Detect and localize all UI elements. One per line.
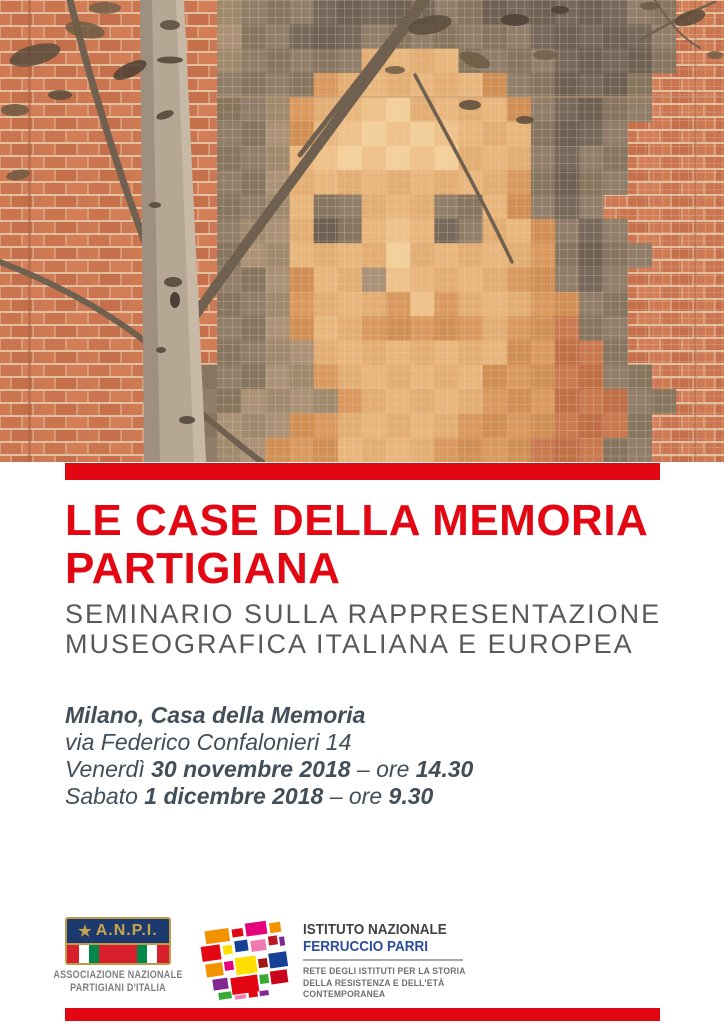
anpi-ribbon-stripe: [157, 945, 169, 965]
parri-mosaic-tile: [205, 962, 224, 977]
parri-mosaic-tile: [250, 939, 266, 952]
date1-separator: – ore: [350, 756, 416, 782]
date2-time: 9.30: [388, 783, 434, 809]
title-line-1: LE CASE DELLA MEMORIA: [65, 496, 649, 545]
date-line-2: [65, 783, 473, 810]
date2-day: Sabato: [65, 783, 145, 809]
parri-mosaic-tile: [231, 928, 243, 937]
date1-date: 30 novembre 2018: [151, 756, 351, 782]
top-red-bar: [65, 463, 660, 480]
parri-heading-line-2: FERRUCCIO PARRI: [303, 938, 429, 955]
parri-mosaic-tile: [269, 922, 281, 933]
date2-date: 1 dicembre 2018: [144, 783, 324, 809]
anpi-caption-line-2: PARTIGIANI D'ITALIA: [70, 981, 166, 994]
anpi-ribbon-stripe: [89, 945, 99, 965]
anpi-ribbon-stripe: [67, 945, 79, 965]
wall-mosaic-illustration: [0, 0, 724, 462]
parri-mosaic-tile: [235, 994, 246, 999]
parri-mosaic-tile: [268, 935, 278, 945]
subtitle-line-2: MUSEOGRAFICA ITALIANA E EUROPEA: [65, 629, 634, 659]
anpi-ribbon-stripe: [147, 945, 157, 965]
parri-mosaic-flag: [198, 919, 291, 1004]
parri-mosaic-tile: [258, 958, 268, 968]
parri-text-block: [303, 918, 474, 1001]
date2-separator: – ore: [323, 783, 389, 809]
parri-mosaic-tile: [268, 951, 288, 968]
date1-time: 14.30: [415, 756, 474, 782]
subtitle-line-1: SEMINARIO SULLA RAPPRESENTAZIONE: [65, 599, 662, 629]
anpi-tricolor-ribbon: [67, 943, 169, 965]
anpi-acronym: A.N.P.I.: [95, 922, 158, 939]
page-title: [65, 497, 648, 593]
wall-mosaic-photo: [0, 0, 724, 462]
parri-logo: [203, 918, 474, 1001]
parri-mosaic-tile: [270, 969, 289, 984]
mosaic-tile-grid: [216, 0, 724, 462]
bottom-red-bar: [65, 1008, 660, 1021]
parri-mosaic-tile: [245, 921, 268, 937]
anpi-ribbon-stripe: [137, 945, 147, 965]
star-icon: ★: [78, 922, 93, 940]
parri-caption-line-2: DELLA RESISTENZA E DELL'ETÀ: [303, 977, 445, 988]
parri-divider: [303, 959, 463, 961]
anpi-ribbon-stripe: [99, 945, 138, 965]
anpi-caption: [48, 969, 187, 994]
parri-mosaic-tile: [248, 990, 258, 998]
parri-mosaic-tile: [224, 961, 234, 971]
parri-mosaic-tile: [259, 974, 269, 984]
parri-mosaic-tile: [259, 990, 269, 996]
anpi-ribbon-stripe: [79, 945, 89, 965]
parri-heading-line-1: ISTITUTO NAZIONALE: [303, 921, 447, 938]
parri-mosaic-tile: [204, 928, 230, 944]
title-line-2: PARTIGIANA: [65, 544, 341, 593]
address: via Federico Confalonieri 14: [65, 729, 352, 755]
parri-mosaic-tile: [212, 978, 228, 991]
date1-day: Venerdì: [65, 756, 152, 782]
subtitle: [65, 599, 661, 659]
parri-caption-line-3: CONTEMPORANEA: [303, 989, 386, 999]
parri-mosaic-tile: [279, 936, 285, 946]
parri-caption-line-1: RETE DEGLI ISTITUTI PER LA STORIA: [303, 966, 466, 976]
venue: Milano, Casa della Memoria: [65, 702, 366, 728]
anpi-logo: [33, 917, 203, 994]
anpi-caption-line-1: ASSOCIAZIONE NAZIONALE: [53, 969, 183, 981]
parri-mosaic-tile: [223, 945, 233, 955]
parri-mosaic-tile: [235, 956, 258, 976]
anpi-emblem: [65, 917, 171, 965]
event-details: [65, 702, 473, 810]
anpi-emblem-top: [67, 919, 169, 943]
parri-mosaic-tile: [234, 940, 248, 953]
parri-mosaic-tile: [218, 991, 232, 1000]
date-line-1: [65, 756, 473, 783]
parri-mosaic-tile: [201, 944, 222, 961]
